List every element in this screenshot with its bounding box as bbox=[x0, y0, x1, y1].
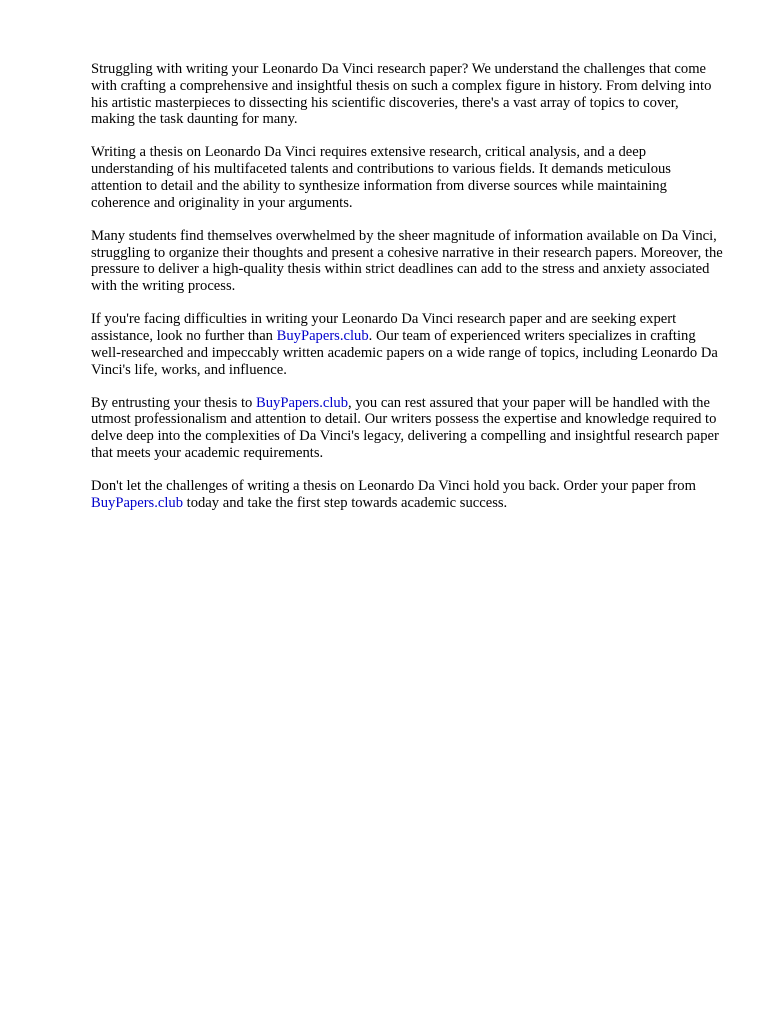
paragraph-1 bbox=[91, 61, 723, 128]
paragraph-text: Many students find themselves overwhelmed by the sheer magnitude of information available on Da Vinci, struggling to organize their thoughts and present a cohesive narrative in their research papers. Moreover, the pressure to deliver a high-quality thesis within strict deadlines can add to the stress and anxiety associated with the writing process. bbox=[91, 227, 723, 295]
paragraph-text: . Our team of experienced writers specializes in crafting well-researched and impeccably written academic papers on a wide range of topics, including Leonardo Da Vinci's life, works, and influence. bbox=[91, 327, 718, 378]
paragraph-text: , you can rest assured that your paper will be handled with the utmost professionalism and attention to detail. Our writers possess the expertise and knowledge required to delve deep into the complexities of Da Vinci's legacy, delivering a compelling and insightful research paper that meets your academic requirements. bbox=[91, 394, 719, 461]
paragraph-text: Don't let the challenges of writing a thesis on Leonardo Da Vinci hold you back. Order your paper from bbox=[91, 477, 696, 494]
paragraph-5 bbox=[91, 395, 723, 462]
paragraph-text: Struggling with writing your Leonardo Da Vinci research paper? We understand the challenges that come with crafting a comprehensive and insightful thesis on such a complex figure in history. From delving into his artistic masterpieces to dissecting his scientific discoveries, there's a vast array of topics to cover, making the task daunting for many. bbox=[91, 61, 712, 128]
buypapers-link[interactable]: BuyPapers.club bbox=[91, 494, 184, 511]
paragraph-6 bbox=[91, 478, 723, 512]
paragraph-text: today and take the first step towards academic success. bbox=[183, 494, 508, 511]
document-body bbox=[91, 61, 723, 528]
paragraph-text: Writing a thesis on Leonardo Da Vinci requires extensive research, critical analysis, and a deep understanding of his multifaceted talents and contributions to various fields. It demands meticulous attention to detail and the ability to synthesize information from diverse sources while maintaining coherence and originality in your arguments. bbox=[91, 144, 671, 211]
buypapers-link[interactable]: BuyPapers.club bbox=[256, 394, 349, 411]
paragraph-2 bbox=[91, 144, 723, 211]
paragraph-text: By entrusting your thesis to bbox=[91, 394, 256, 411]
buypapers-link[interactable]: BuyPapers.club bbox=[276, 327, 369, 344]
paragraph-4 bbox=[91, 311, 723, 378]
paragraph-text: If you're facing difficulties in writing your Leonardo Da Vinci research paper and are seeking expert assistance, look no further than bbox=[91, 311, 677, 344]
paragraph-3 bbox=[91, 228, 723, 295]
